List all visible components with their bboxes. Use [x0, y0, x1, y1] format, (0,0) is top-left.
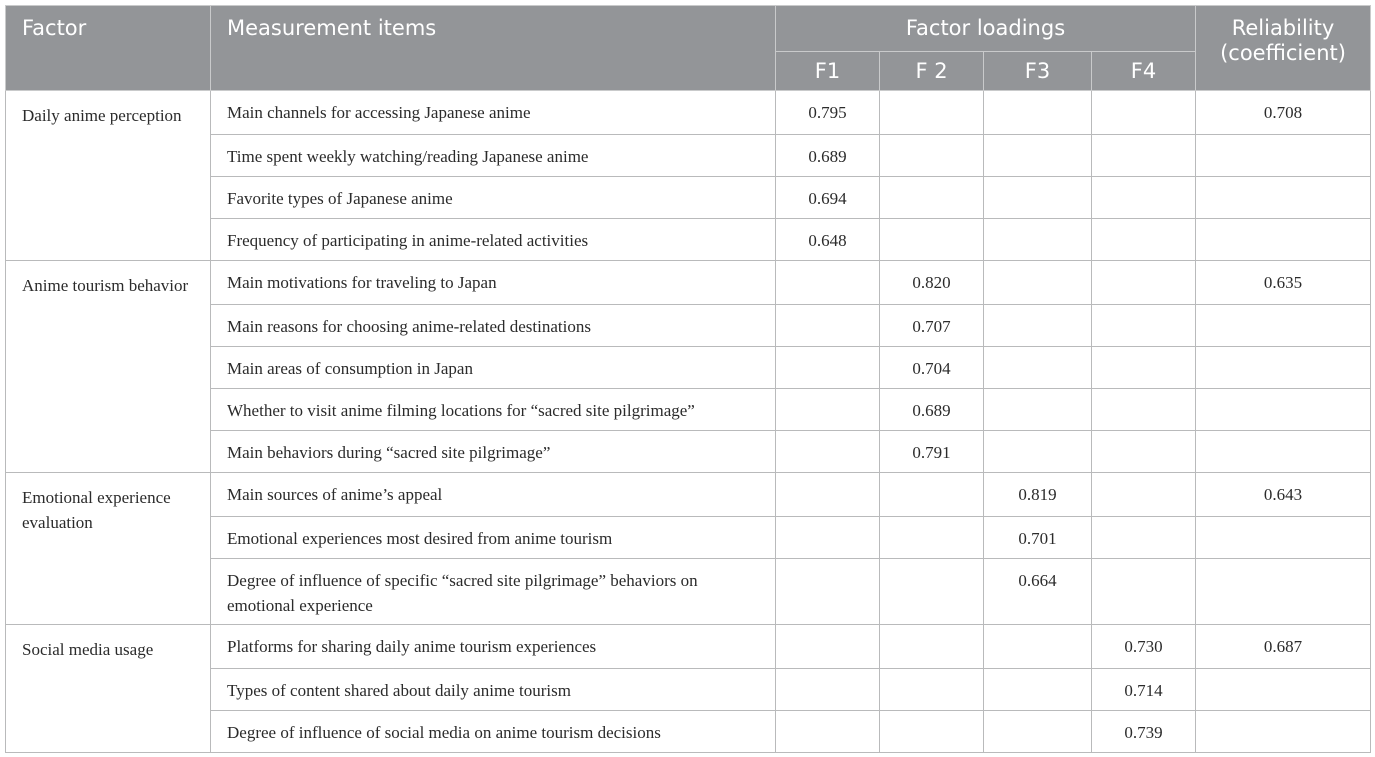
- loading-f2-cell: [880, 517, 984, 559]
- reliability-cell: [1196, 711, 1371, 753]
- reliability-cell: [1196, 559, 1371, 625]
- header-measurement-items: Measurement items: [211, 6, 776, 91]
- header-f4: F4: [1092, 52, 1196, 91]
- loading-f3-cell: 0.701: [984, 517, 1092, 559]
- measurement-item-cell: Frequency of participating in anime-related activities: [211, 219, 776, 261]
- table-row: [6, 669, 1371, 711]
- loading-f2-cell: [880, 711, 984, 753]
- measurement-item-cell: Main channels for accessing Japanese anime: [211, 91, 776, 135]
- table-row: [6, 625, 1371, 669]
- loading-f3-cell: [984, 305, 1092, 347]
- loading-f1-cell: [776, 517, 880, 559]
- measurement-item-cell: Whether to visit anime filming locations for “sacred site pilgrimage”: [211, 389, 776, 431]
- loading-f3-cell: 0.664: [984, 559, 1092, 625]
- table-row: [6, 711, 1371, 753]
- measurement-item-cell: Main sources of anime’s appeal: [211, 473, 776, 517]
- header-factor-loadings: Factor loadings: [776, 6, 1196, 52]
- measurement-item-cell: Types of content shared about daily anime tourism: [211, 669, 776, 711]
- loading-f2-cell: 0.820: [880, 261, 984, 305]
- measurement-item-cell: Time spent weekly watching/reading Japanese anime: [211, 135, 776, 177]
- loading-f4-cell: [1092, 261, 1196, 305]
- loading-f1-cell: [776, 261, 880, 305]
- loading-f4-cell: 0.739: [1092, 711, 1196, 753]
- loading-f3-cell: [984, 91, 1092, 135]
- factor-cell: Anime tourism behavior: [6, 261, 211, 473]
- loading-f3-cell: [984, 177, 1092, 219]
- table-row: [6, 219, 1371, 261]
- loading-f4-cell: [1092, 347, 1196, 389]
- table-row: [6, 389, 1371, 431]
- loading-f2-cell: [880, 559, 984, 625]
- table-row: [6, 473, 1371, 517]
- loading-f1-cell: 0.795: [776, 91, 880, 135]
- table-row: [6, 261, 1371, 305]
- loading-f1-cell: [776, 625, 880, 669]
- loading-f1-cell: [776, 431, 880, 473]
- loading-f2-cell: [880, 177, 984, 219]
- header-factor: Factor: [6, 6, 211, 91]
- table-row: [6, 91, 1371, 135]
- table-body: [6, 91, 1371, 753]
- measurement-item-cell: Degree of influence of specific “sacred site pilgrimage” behaviors on emotional experience: [211, 559, 776, 625]
- loading-f3-cell: [984, 347, 1092, 389]
- factor-cell: Daily anime perception: [6, 91, 211, 261]
- header-f1: F1: [776, 52, 880, 91]
- loading-f1-cell: [776, 559, 880, 625]
- loading-f2-cell: 0.704: [880, 347, 984, 389]
- loading-f2-cell: [880, 473, 984, 517]
- header-reliability-line1: Reliability: [1231, 16, 1335, 40]
- loading-f4-cell: [1092, 389, 1196, 431]
- reliability-cell: 0.687: [1196, 625, 1371, 669]
- loading-f1-cell: [776, 305, 880, 347]
- loading-f3-cell: [984, 711, 1092, 753]
- table-row: [6, 431, 1371, 473]
- loading-f2-cell: [880, 625, 984, 669]
- measurement-item-cell: Emotional experiences most desired from anime tourism: [211, 517, 776, 559]
- loading-f1-cell: [776, 473, 880, 517]
- factor-analysis-table: [5, 5, 1371, 753]
- loading-f1-cell: [776, 389, 880, 431]
- loading-f1-cell: [776, 669, 880, 711]
- measurement-item-cell: Main motivations for traveling to Japan: [211, 261, 776, 305]
- reliability-cell: [1196, 305, 1371, 347]
- header-reliability: [1196, 6, 1371, 91]
- loading-f4-cell: [1092, 431, 1196, 473]
- loading-f3-cell: [984, 135, 1092, 177]
- loading-f3-cell: [984, 625, 1092, 669]
- loading-f3-cell: [984, 219, 1092, 261]
- table-row: [6, 347, 1371, 389]
- loading-f4-cell: [1092, 305, 1196, 347]
- loading-f4-cell: 0.714: [1092, 669, 1196, 711]
- header-reliability-line2: (coefficient): [1220, 41, 1346, 65]
- loading-f3-cell: [984, 431, 1092, 473]
- loading-f4-cell: 0.730: [1092, 625, 1196, 669]
- loading-f1-cell: 0.648: [776, 219, 880, 261]
- loading-f2-cell: [880, 219, 984, 261]
- reliability-cell: [1196, 517, 1371, 559]
- reliability-cell: [1196, 431, 1371, 473]
- table-row: [6, 305, 1371, 347]
- measurement-item-cell: Favorite types of Japanese anime: [211, 177, 776, 219]
- factor-cell: Social media usage: [6, 625, 211, 753]
- table-row: [6, 135, 1371, 177]
- measurement-item-cell: Main behaviors during “sacred site pilgrimage”: [211, 431, 776, 473]
- loading-f2-cell: [880, 669, 984, 711]
- loading-f2-cell: [880, 91, 984, 135]
- loading-f4-cell: [1092, 91, 1196, 135]
- table-row: [6, 517, 1371, 559]
- measurement-item-cell: Main reasons for choosing anime-related destinations: [211, 305, 776, 347]
- loading-f4-cell: [1092, 517, 1196, 559]
- measurement-item-cell: Platforms for sharing daily anime tourism experiences: [211, 625, 776, 669]
- loading-f3-cell: 0.819: [984, 473, 1092, 517]
- loading-f4-cell: [1092, 135, 1196, 177]
- reliability-cell: 0.708: [1196, 91, 1371, 135]
- loading-f1-cell: [776, 347, 880, 389]
- reliability-cell: [1196, 669, 1371, 711]
- measurement-item-cell: Main areas of consumption in Japan: [211, 347, 776, 389]
- reliability-cell: [1196, 389, 1371, 431]
- reliability-cell: 0.635: [1196, 261, 1371, 305]
- loading-f3-cell: [984, 669, 1092, 711]
- reliability-cell: [1196, 177, 1371, 219]
- reliability-cell: [1196, 135, 1371, 177]
- header-f3: F3: [984, 52, 1092, 91]
- loading-f2-cell: 0.791: [880, 431, 984, 473]
- reliability-cell: [1196, 347, 1371, 389]
- loading-f2-cell: [880, 135, 984, 177]
- loading-f2-cell: 0.689: [880, 389, 984, 431]
- loading-f3-cell: [984, 261, 1092, 305]
- loading-f1-cell: 0.689: [776, 135, 880, 177]
- loading-f3-cell: [984, 389, 1092, 431]
- measurement-item-cell: Degree of influence of social media on anime tourism decisions: [211, 711, 776, 753]
- loading-f4-cell: [1092, 177, 1196, 219]
- loading-f4-cell: [1092, 219, 1196, 261]
- loading-f4-cell: [1092, 473, 1196, 517]
- table-row: [6, 559, 1371, 625]
- loading-f4-cell: [1092, 559, 1196, 625]
- factor-cell: Emotional experience evaluation: [6, 473, 211, 625]
- loading-f2-cell: 0.707: [880, 305, 984, 347]
- table-row: [6, 177, 1371, 219]
- loading-f1-cell: [776, 711, 880, 753]
- reliability-cell: [1196, 219, 1371, 261]
- header-f2: F 2: [880, 52, 984, 91]
- loading-f1-cell: 0.694: [776, 177, 880, 219]
- reliability-cell: 0.643: [1196, 473, 1371, 517]
